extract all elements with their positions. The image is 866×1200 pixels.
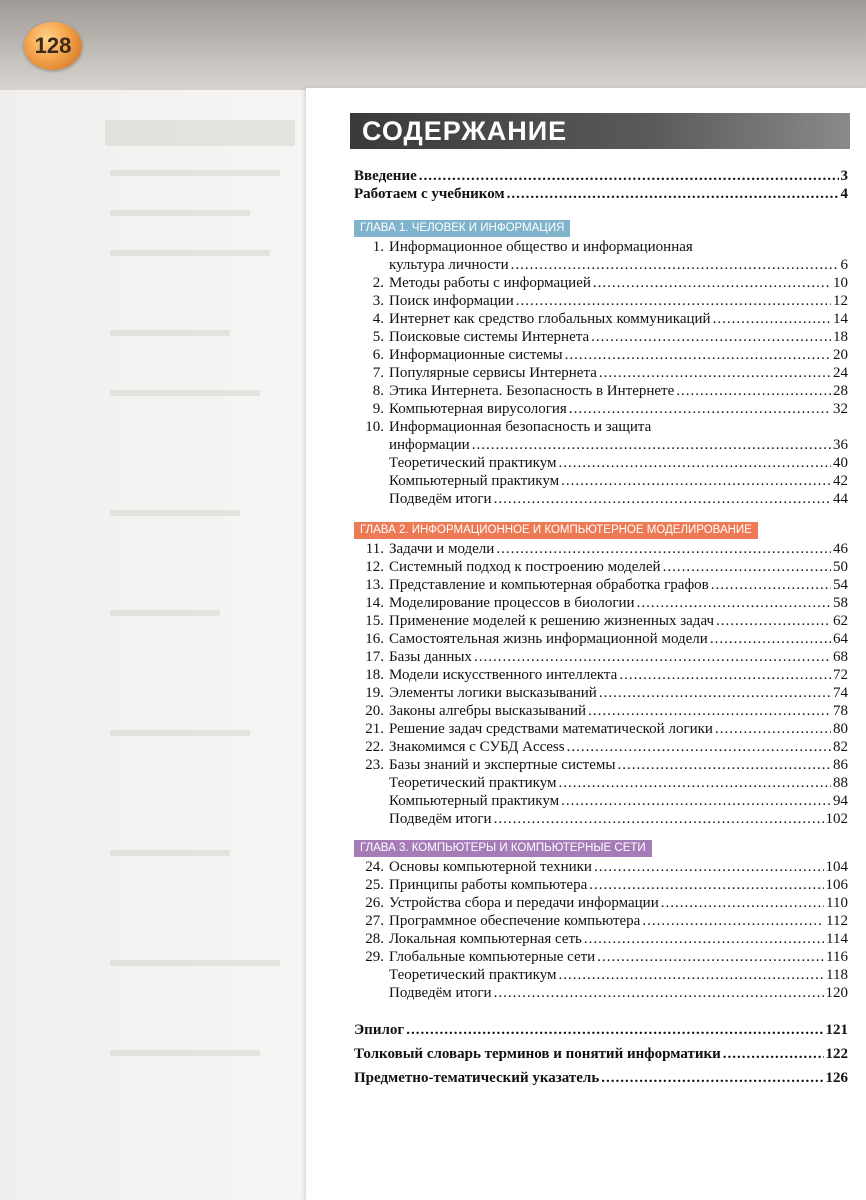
dot-leader [663,559,831,576]
entry-page: 118 [826,967,848,983]
dot-leader [589,877,823,894]
entry-number: 14. [365,595,384,611]
entry-page: 121 [825,1022,848,1038]
entry-page: 28 [833,383,848,399]
toc-entry-intro[interactable] [354,168,848,185]
entry-title: Поиск информации [389,293,514,309]
entry-page: 18 [833,329,848,345]
entry-title: Поисковые системы Интернета [389,329,590,345]
entry-page: 116 [826,949,848,965]
dot-leader [617,757,831,774]
entry-title: культура личности [389,257,509,273]
entry-title: Модели искусственного интеллекта [389,667,618,683]
toc-entry-index[interactable] [354,1070,848,1087]
toc-entry-20[interactable] [354,703,848,720]
entry-title: Применение моделей к решению жизненных задач [389,613,715,629]
entry-number: 12. [365,559,384,575]
entry-page: 4 [840,186,848,202]
entry-page: 54 [833,577,848,593]
entry-page: 80 [833,721,848,737]
dot-leader [559,967,825,984]
chapter-2-heading[interactable]: ГЛАВА 2. ИНФОРМАЦИОННОЕ И КОМПЬЮТЕРНОЕ МОДЕЛИРОВАНИЕ [354,522,758,539]
entry-number: 4. [372,311,384,327]
entry-title: Глобальные компьютерные сети [389,949,596,965]
entry-page: 106 [825,877,848,893]
entry-title: Базы знаний и экспертные системы [389,757,616,773]
dot-leader [507,186,839,203]
entry-title: Толковый словарь терминов и понятий информатики [354,1046,721,1062]
entry-page: 82 [833,739,848,755]
entry-title: Базы данных [389,649,472,665]
entry-page: 14 [833,311,848,327]
dot-leader [419,168,839,185]
entry-page: 86 [833,757,848,773]
entry-number: 11. [365,541,384,557]
toc-entry-1[interactable] [354,239,848,256]
dot-leader [561,473,831,490]
entry-title: Предметно-тематический указатель [354,1070,600,1086]
entry-page: 72 [833,667,848,683]
entry-title: Законы алгебры высказываний [389,703,587,719]
toc-entry-17[interactable] [354,649,848,666]
entry-number: 8. [372,383,384,399]
entry-number: 24. [365,859,384,875]
entry-number: 1. [372,239,384,255]
entry-page: 10 [833,275,848,291]
toc-entry-12[interactable] [354,559,848,576]
entry-page: 24 [833,365,848,381]
entry-page: 20 [833,347,848,363]
page-number: 128 [34,33,72,58]
entry-title: информации [389,437,470,453]
toc-entry-9[interactable] [354,401,848,418]
toc-entry-ch2-summary[interactable] [354,811,848,828]
entry-title: Локальная компьютерная сеть [389,931,582,947]
toc-entry-29[interactable] [354,949,848,966]
dot-leader [597,949,824,966]
dot-leader [569,401,831,418]
dot-leader [593,275,831,292]
entry-title: Информационная безопасность и защита [389,419,652,435]
entry-title: Информационные системы [389,347,563,363]
toc-entry-glossary[interactable] [354,1046,848,1063]
entry-number: 13. [365,577,384,593]
toc-entry-6[interactable] [354,347,848,364]
dot-leader [494,811,824,828]
entry-number: 26. [365,895,384,911]
entry-number: 17. [365,649,384,665]
entry-page: 50 [833,559,848,575]
toc-entry-3[interactable] [354,293,848,310]
dot-leader [559,775,831,792]
entry-title: Работаем с учебником [354,186,505,202]
entry-number: 7. [372,365,384,381]
dot-leader [567,739,831,756]
dot-leader [619,667,831,684]
dot-leader [511,257,839,274]
entry-page: 58 [833,595,848,611]
entry-title: Введение [354,168,417,184]
dot-leader [474,649,831,666]
dot-leader [588,703,831,720]
toc-entry-21[interactable] [354,721,848,738]
entry-title: Методы работы с информацией [389,275,591,291]
entry-page: 46 [833,541,848,557]
entry-number: 10. [365,419,384,435]
entry-title: Задачи и модели [389,541,495,557]
dot-leader [594,859,824,876]
entry-title: Программное обеспечение компьютера [389,913,641,929]
entry-number: 18. [365,667,384,683]
toc-entry-19[interactable] [354,685,848,702]
facing-page-ghost [0,90,310,1200]
entry-number: 2. [372,275,384,291]
entry-title: Представление и компьютерная обработка графов [389,577,709,593]
entry-page: 110 [826,895,848,911]
toc-entry-25[interactable] [354,877,848,894]
dot-leader [713,311,831,328]
dot-leader [676,383,831,400]
toc-entry-22[interactable] [354,739,848,756]
dot-leader [516,293,831,310]
entry-title: Системный подход к построению моделей [389,559,661,575]
toc-entry-14[interactable] [354,595,848,612]
entry-number: 5. [372,329,384,345]
entry-title: Подведём итоги [389,811,492,827]
entry-title: Теоретический практикум [389,967,557,983]
dot-leader [494,491,831,508]
entry-page: 12 [833,293,848,309]
dot-leader [711,577,831,594]
entry-number: 22. [365,739,384,755]
entry-page: 102 [825,811,848,827]
entry-title: Основы компьютерной техники [389,859,592,875]
entry-page: 78 [833,703,848,719]
title-bar [350,113,850,149]
dot-leader [661,895,824,912]
dot-leader [715,721,831,738]
dot-leader [565,347,831,364]
page-number-badge [24,22,82,70]
entry-page: 68 [833,649,848,665]
entry-title: Элементы логики высказываний [389,685,597,701]
toc-entry-5[interactable] [354,329,848,346]
dot-leader [637,595,831,612]
entry-number: 21. [365,721,384,737]
entry-title: Популярные сервисы Интернета [389,365,597,381]
entry-title: Компьютерный практикум [389,793,560,809]
entry-page: 42 [833,473,848,489]
toc-entry-11[interactable] [354,541,848,558]
entry-title: Подведём итоги [389,491,492,507]
dot-leader [494,985,824,1002]
entry-title: Компьютерная вирусология [389,401,567,417]
entry-title: Знакомимся с СУБД Access [389,739,565,755]
toc-entry-ch1-summary[interactable] [354,491,848,508]
entry-page: 32 [833,401,848,417]
entry-number: 29. [365,949,384,965]
dot-leader [723,1046,824,1063]
chapter-1-heading[interactable]: ГЛАВА 1. ЧЕЛОВЕК И ИНФОРМАЦИЯ [354,220,570,237]
entry-title: Устройства сбора и передачи информации [389,895,659,911]
entry-number: 9. [372,401,384,417]
entry-title: Информационное общество и информационная [389,239,693,255]
entry-page: 44 [833,491,848,507]
entry-page: 112 [826,913,848,929]
entry-page: 94 [833,793,848,809]
toc-entry-epilogue[interactable] [354,1022,848,1039]
toc-entry-4[interactable] [354,311,848,328]
dot-leader [710,631,831,648]
entry-number: 25. [365,877,384,893]
dot-leader [642,913,824,930]
entry-page: 126 [825,1070,848,1086]
entry-page: 3 [840,168,848,184]
entry-number: 6. [372,347,384,363]
dot-leader [599,365,831,382]
dot-leader [559,455,831,472]
entry-page: 122 [825,1046,848,1062]
entry-number: 27. [365,913,384,929]
entry-page: 62 [833,613,848,629]
entry-page: 74 [833,685,848,701]
toc-entry-ch3-summary[interactable] [354,985,848,1002]
chapter-3-heading[interactable]: ГЛАВА 3. КОМПЬЮТЕРЫ И КОМПЬЮТЕРНЫЕ СЕТИ [354,840,652,857]
dot-leader [584,931,824,948]
entry-title: Принципы работы компьютера [389,877,588,893]
toc-entry-2[interactable] [354,275,848,292]
toc-entry-26[interactable] [354,895,848,912]
toc-entry-15[interactable] [354,613,848,630]
toc-entry-24[interactable] [354,859,848,876]
dot-leader [496,541,831,558]
entry-number: 20. [365,703,384,719]
entry-page: 104 [825,859,848,875]
entry-title: Компьютерный практикум [389,473,560,489]
toc-entry-ch2-practice[interactable] [354,793,848,810]
entry-number: 19. [365,685,384,701]
entry-page: 114 [826,931,848,947]
dot-leader [716,613,831,630]
entry-page: 88 [833,775,848,791]
toc-entry-1-cont[interactable] [354,257,848,274]
toc-entry-10-cont[interactable] [354,437,848,454]
toc-entry-28[interactable] [354,931,848,948]
dot-leader [561,793,831,810]
toc-entry-ch1-theory[interactable] [354,455,848,472]
entry-title: Этика Интернета. Безопасность в Интернете [389,383,675,399]
toc-entry-27[interactable] [354,913,848,930]
toc-entry-ch2-theory[interactable] [354,775,848,792]
entry-title: Подведём итоги [389,985,492,1001]
entry-page: 120 [825,985,848,1001]
entry-number: 28. [365,931,384,947]
toc-entry-10[interactable] [354,419,848,436]
dot-leader [591,329,831,346]
entry-page: 64 [833,631,848,647]
entry-page: 6 [840,257,848,273]
dot-leader [406,1022,823,1039]
entry-title: Теоретический практикум [389,775,557,791]
toc-entry-18[interactable] [354,667,848,684]
entry-page: 36 [833,437,848,453]
toc-entry-ch1-practice[interactable] [354,473,848,490]
entry-title: Самостоятельная жизнь информационной модели [389,631,708,647]
entry-number: 16. [365,631,384,647]
entry-title: Интернет как средство глобальных коммуникаций [389,311,711,327]
entry-page: 40 [833,455,848,471]
entry-title: Эпилог [354,1022,405,1038]
entry-title: Теоретический практикум [389,455,557,471]
entry-title: Решение задач средствами математической логики [389,721,713,737]
page-title: СОДЕРЖАНИЕ [362,116,568,146]
dot-leader [599,685,831,702]
toc-entry-textbook[interactable] [354,186,848,203]
toc-entry-13[interactable] [354,577,848,594]
toc-entry-7[interactable] [354,365,848,382]
entry-number: 23. [365,757,384,773]
toc-entry-16[interactable] [354,631,848,648]
toc-entry-23[interactable] [354,757,848,774]
dot-leader [601,1070,823,1087]
dot-leader [472,437,831,454]
entry-number: 15. [365,613,384,629]
toc-entry-ch3-theory[interactable] [354,967,848,984]
entry-number: 3. [372,293,384,309]
toc-entry-8[interactable] [354,383,848,400]
entry-title: Моделирование процессов в биологии [389,595,635,611]
